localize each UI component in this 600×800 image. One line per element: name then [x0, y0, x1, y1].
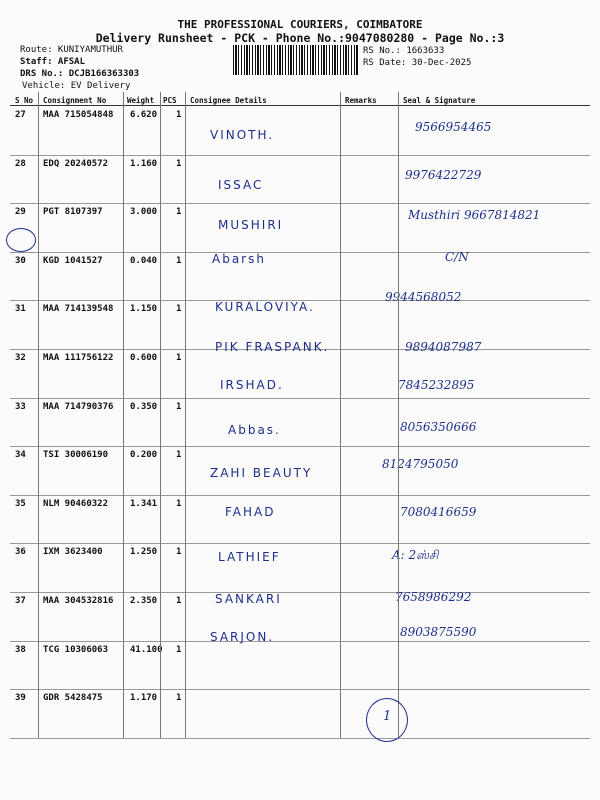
cell-weight: 1.160	[130, 158, 158, 169]
cell-sno: 37	[15, 596, 26, 606]
column-header-signature: Seal & Signature	[403, 96, 476, 105]
row-divider	[10, 641, 590, 642]
cell-pcs: 1	[176, 693, 182, 704]
consignee-name: FAHAD	[225, 505, 276, 519]
column-rule	[398, 92, 399, 738]
cell-cons: MAA 111756122	[43, 353, 114, 363]
cell-weight: 1.341	[130, 498, 158, 509]
consignee-name: ZAHI BEAUTY	[210, 466, 313, 480]
subtitle: Delivery Runsheet - PCK - Phone No.:9047080280 - Page No.:3	[95, 31, 505, 45]
cell-pcs: 1	[176, 450, 182, 461]
column-header-weight: Weight	[127, 96, 155, 105]
cell-weight: 6.620	[130, 110, 158, 120]
signature: 7080416659	[400, 505, 477, 519]
cell-sno: 31	[15, 304, 26, 315]
signature: 7845232895	[398, 378, 475, 392]
signature: 9894087987	[405, 340, 482, 354]
cell-sno: 27	[15, 110, 26, 120]
cell-weight: 0.600	[130, 353, 158, 363]
cell-cons: TCG 10306063	[43, 644, 109, 655]
consignee-name: ISSAC	[218, 178, 264, 192]
cell-pcs: 1	[176, 498, 182, 509]
header-rule	[10, 105, 590, 106]
row-divider	[10, 738, 590, 739]
cell-weight: 1.150	[130, 304, 158, 315]
barcode	[233, 45, 358, 75]
cell-sno: 36	[15, 547, 26, 558]
cell-cons: MAA 714139548	[43, 304, 114, 315]
column-header-consignee: Consignee Details	[190, 96, 267, 105]
cell-sno: 30	[15, 255, 26, 266]
cell-pcs: 1	[176, 304, 182, 315]
column-rule	[340, 92, 341, 738]
cell-cons: KGD 1041527	[43, 255, 103, 266]
consignee-name: KURALOVIYA.	[215, 300, 315, 314]
signature: 9976422729	[405, 168, 482, 182]
cell-sno: 33	[15, 401, 26, 412]
consignee-name: LATHIEF	[218, 550, 281, 564]
column-header-consignment: Consignment No	[43, 96, 107, 105]
signature: C/N	[445, 250, 469, 264]
signature: 8056350666	[400, 420, 477, 434]
cell-cons: NLM 90460322	[43, 498, 109, 509]
cell-sno: 29	[15, 207, 26, 218]
circled-page-number: 1	[383, 709, 392, 724]
vehicle: Vehicle: EV Delivery	[22, 81, 131, 91]
signature: A: 2ஸ்சி	[392, 548, 439, 562]
signature: 9944568052	[385, 290, 462, 304]
signature: 8903875590	[400, 625, 477, 639]
row-divider	[10, 155, 590, 156]
cell-weight: 1.170	[130, 693, 158, 704]
cell-weight: 0.040	[130, 255, 158, 266]
cell-pcs: 1	[176, 547, 182, 558]
cell-cons: GDR 5428475	[43, 693, 103, 704]
signature: 7658986292	[395, 590, 472, 604]
cell-weight: 41.100	[130, 644, 163, 655]
cell-cons: PGT 8107397	[43, 207, 103, 218]
cell-pcs: 1	[176, 401, 182, 412]
cell-cons: MAA 714790376	[43, 401, 114, 412]
consignee-name: MUSHIRI	[218, 218, 284, 232]
consignee-name: SANKARI	[215, 592, 282, 606]
cell-weight: 3.000	[130, 207, 158, 218]
cell-pcs: 1	[176, 353, 182, 363]
cell-sno: 35	[15, 498, 26, 509]
route: Route: KUNIYAMUTHUR	[20, 45, 123, 55]
consignee-name: IRSHAD.	[220, 378, 284, 392]
title: THE PROFESSIONAL COURIERS, COIMBATORE	[177, 18, 423, 31]
consignee-name: Abbas.	[228, 423, 281, 437]
consignee-name: SARJON.	[210, 630, 275, 644]
column-header-sno: S No	[15, 96, 34, 105]
circle-mark-30	[6, 228, 36, 252]
row-divider	[10, 398, 590, 399]
consignee-name: PIK FRASPANK.	[215, 340, 330, 354]
cell-cons: MAA 715054848	[43, 110, 114, 120]
drs-number: DRS No.: DCJB166363303	[20, 69, 140, 79]
cell-sno: 39	[15, 693, 26, 704]
cell-pcs: 1	[176, 110, 182, 120]
row-divider	[10, 543, 590, 544]
cell-pcs: 1	[176, 255, 182, 266]
staff: Staff: AFSAL	[20, 57, 86, 67]
signature: 8124795050	[382, 457, 459, 471]
cell-pcs: 1	[176, 644, 182, 655]
row-divider	[10, 495, 590, 496]
column-rule	[185, 92, 186, 738]
row-divider	[10, 446, 590, 447]
cell-pcs: 1	[176, 158, 182, 169]
column-header-pcs: PCS	[163, 96, 177, 105]
cell-sno: 32	[15, 353, 26, 363]
cell-weight: 0.350	[130, 401, 158, 412]
cell-cons: EDQ 20240572	[43, 158, 109, 169]
row-divider	[10, 592, 590, 593]
cell-weight: 2.350	[130, 596, 158, 606]
consignee-name: VINOTH.	[210, 128, 275, 142]
rs-date: RS Date: 30-Dec-2025	[363, 58, 472, 68]
column-header-remarks: Remarks	[345, 96, 377, 105]
row-divider	[10, 689, 590, 690]
rs-number: RS No.: 1663633	[363, 46, 445, 56]
row-divider	[10, 203, 590, 204]
cell-cons: TSI 30006190	[43, 450, 109, 461]
cell-cons: IXM 3623400	[43, 547, 103, 558]
column-rule	[38, 92, 39, 738]
cell-sno: 34	[15, 450, 26, 461]
consignee-name: Abarsh	[212, 252, 266, 266]
circled-page-mark	[366, 698, 408, 742]
cell-sno: 38	[15, 644, 26, 655]
cell-sno: 28	[15, 158, 26, 169]
cell-weight: 0.200	[130, 450, 158, 461]
column-rule	[160, 92, 161, 738]
cell-weight: 1.250	[130, 547, 158, 558]
row-divider	[10, 252, 590, 253]
cell-pcs: 1	[176, 596, 182, 606]
cell-pcs: 1	[176, 207, 182, 218]
column-rule	[123, 92, 124, 738]
signature: 9566954465	[415, 120, 492, 134]
cell-cons: MAA 304532816	[43, 596, 114, 606]
signature: Musthiri 9667814821	[408, 208, 541, 222]
